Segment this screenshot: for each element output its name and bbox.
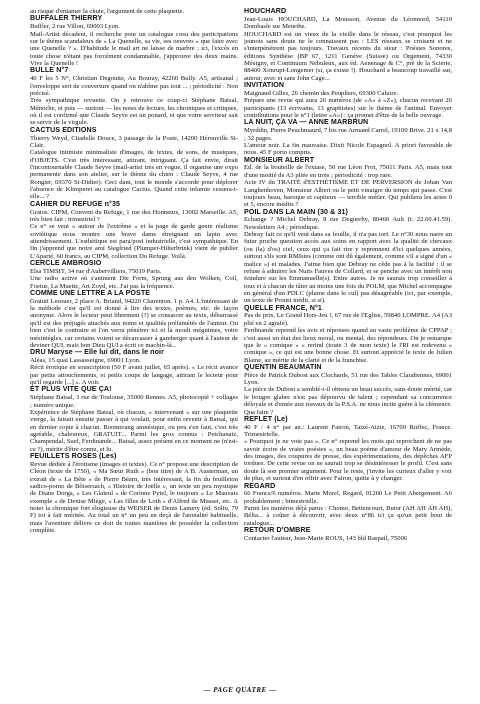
entry-text: 40 F / 4 n° par an.: Laurent Fairon, Taizé-Aizie, 16700 Ruffec, France. Trimestrielle. « Pourquoi je ne vote pas ». Ce n° reprend les mots qui reprochent de ne pas savoir écrire de vraies poésies », un beau poème d'amour de Mary Armède, des images, des coupures de presse, des expérimentations, des dépêches AFP tordues. De cette revue on ne saurait trop se désintéresser le profil. C'est sans doute là son premier argument. Pour le reste, j'invite les curieux d'aller y voir de plus, et surtout d'en offrir avec Fairon, quitte à y changer. [244,423,452,483]
review-entry [244,416,452,483]
review-entry [30,453,238,534]
review-entry [30,260,238,290]
entry-title: FEUILLETS ROSES (Les) [30,452,117,461]
entry-title: CERCLE AMBROSIO [30,258,102,267]
review-entry [244,483,452,528]
entry-text: Gratuit Lesouer, 2 place A. Briand, 94220 Charenton. 1 p. A4. L'intéressant de la méthode c'est qu'il est donné à lire des textes, poèmes, etc. de façon anonyme. Alors le lecteur peut librement (?) se consacrer au texte, débarrassé qu'il est des préjugés attachés aux noms et qualités préfamétés de l'auteur. Ou bien c'est le contraire et l'on verra pénétrer ici et là moult mégnimes, votre mésintégles, car certains voient se décarcasser à gamberger quant à l'auteur de deviner QUI, mais bon Dieu QUI a écrit ce machin-là... [30,297,238,349]
review-entry [30,15,238,67]
entry-text: Aléas, 15 quai Lassasseigne, 69001 Lyon. Récit érotique en souscription (50 F avant juillet, 65 après). « Le récit avance par petits attouchements, et petits coups de langage, attirant le lecteur pour qu'il regarde [...] ». A voir. [30,357,238,387]
entry-text: 66 Francs/6 numéros. Marie Morel, Regard, 01260 Le Petit Abergement. A6 probablement ; bimestrielle. Parmi les numéros déjà parus : Chomo, Bettencourt, Butor (AH AH AH AH), Bélia... à coûter à découvrir, avec deux n°86 ici ça qu'un petit bout de catalogue... [244,490,452,527]
right-entries [244,8,452,542]
entry-text: Pièce de Patrick Dubost aux Clochards, 51 rue des Tables Claudiennes, 69001 Lyon. La pièce de Dubost a semblé-t-il obtenu un beau succès, sans doute mérité, car le bougre glabre n'est pas dépourvu de talent ; cependant sa concurrence déloyale et d'entée aux travaux de la P.S.A. ne nous incite guère à la clémence. Qua faire ? [244,371,452,416]
entry-title: HOUCHARD [244,8,287,15]
review-entry [30,290,238,349]
entry-title: CAHIER DU REFUGE n°35 [30,199,121,208]
entry-text: Myrddin, Pierre Peuchmaurd, 7 bis rue Armand Carrel, 19100 Brive. 21 x 14,8 ; 32 pages. L'amour noir. La fin mauvaise. Dixit Nicole Espagnol. A priori favorable de nous. 45 F porto compris. [244,127,452,157]
review-entry [30,127,238,201]
review-entry [30,349,238,386]
page-body [30,8,452,680]
entry-text: Pas de prix. Le Grand Hors-Jeu !, 67 rue de l'Eglise, 59840 LOMPRE. A4 (A3 plié en 2 agrafé). Ferdinande reprend les avis et réponses quand au vaste problème de CPPAP ; c'est aussi un état des lieux moral, ou mental, des répondeurs. On je remarque que le « comique » « rerind (toute 3 de mon texte) le l'RI est redevenu » comique », ce qui est une bonne chose. Et surtout apprécié le texte de Julien Blaine, au mérite de la clarté et de la franchise. [244,312,452,364]
review-entry [244,209,452,305]
page-footer: — PAGE QUATRE — [203,686,277,694]
review-entry [244,305,452,364]
entry-title: INVITATION [244,81,285,89]
review-entry [244,8,452,82]
entry-title: COMME UNE LETTRE A LA POSTE [30,288,151,297]
review-entry [30,201,238,260]
entry-title: BULLE N°7 [30,66,69,75]
entry-title: REFLET (Le) [244,414,288,423]
entry-text: Maignaud Gilles, 26 chemin des Peupliers, 69300 Caluire. Prépare une revue qui aura 26 numéros (de «A» à «Z»), chacun recevant 26 participants (13 écrivains, 13 graphistes) sur le thème de l'animal. Envoyer contributions pour le n°1 (lettre «A») : ça promet d'être de la belle ouvrage. [244,89,452,119]
review-entry [244,119,452,156]
entry-text: Echange ? Michel Debray, 8 rue Deguerhy, 80460 Ault (t. 22.60.41.59). Newsletters A4 ; périodique. Debray fait ce qu'il veut dans sa feuille, il n'a pas tort. Le n°30 nous narre un futur proche question accès aux soins en rapport avec la qualité de chevaux (ou (la) d'os) ciel, ceux qui ça fait rire y reprennent d'ici quelques années, surtout s'ils sont RMIstes (comme ont dû également, comme s'il a signé d'un « malice ») et malades. J'aime bien que Debray ne cède pas à la facilité : il se refuse à admirer les Nuits Fauves de Collard, et se penche avec un intérêt non feindure sur les Emmanuelle(s). Entre autres. Je ne saurais trop conseiller à tous et à chacun de tâter au moins une fois du POLM, que Michel accompagne en général d'un PDLC (plume dans le cul) pas désagréable (ici, par exemple, un texte de Proust inédit, si si). [244,216,452,305]
entry-title: LA NUIT, ÇA VA — ANNE MARBRUN [244,118,369,127]
left-column [30,8,238,680]
entry-title: BUFFALER THIERRY [30,14,103,23]
review-entry [30,386,238,453]
entry-text: Thierry Weyd, Citadelle Douce, 3 passage de la Poste, 14200 Hérouville St-Clair. Catalogue intimiste minimaliste d'images, de textes, de sons, de musiques, d'OBJETS. C'est très intéressant, attirant, intriguant. Ça fait envie, dirait l'incontournable Claude Seyve (mail-artist très en vogue, il organise une expo permanente dans son atelier, sur le thème du chien : Claude Seyve, 4 rue Rongier, 69370 St-Didier). Ceci dant, tout le monde s'accorde pour déplorer l'absence de Klimperei au catalogue Cactus. Quand cette infamie cessera-t-elle... ? [30,134,238,201]
entry-text: Ed. de la bouteille de l'extase, 50 rue Léon Frot, 75011 Paris. A5, mais tout d'une moitié de A3 pliée en trois ; périodicité : trop rare. Acte IV du TRAITÉ d'ESTHÉTISME ET DE PERVERSION de Johan Van Langhenhoven, Monsieur Albert ou le petit vinaigre du temps qui passe. C'est toujours beau, baroque et captieux — terrible métier. Qui publiera les actes 0 et 5, encore inédits ? [244,164,452,209]
entry-title: ET PLUS VITE QUE ÇA! [30,385,112,394]
entry-text: Buffler, 2 rue Villon, 69003 Lyon. Mail-Artist décadent, il recherche pour un catalogue cosu des participations sur le thème scandaleux de « La Quenelle, sa vie, ses oeuvres » que faire avec une Quenelle ? ». D'habitude le mail art ne laisse de marbre ; ici, l'excès en toute chose n'étant pas forcément condamnable, j'approuve des deux mains. Vive la Quenelle ! [30,23,238,67]
entry-text: Jean-Louis HOUCHARD, La Mousson, Avenue du Léonnord, 54110 Dombasle sur Meurthe. HOUCHARD est un vieux de la vieille dans le réseau, c'est pourquoi les jeunots sans doute ne le connaissent pas : LES réseaux se croisent et ne s'interpénètrent pas toujours. Travaux récents du sieur : Poésies Sonores, éditions Synthèse (BP 67, 1211 Genève (Suisse) ou Orgement, 74330 Mésigny, et Continuum Nébuleux, aux éd. Aenenage & C°, prè de la Scierie, 88400 Xonrupt-Longemer (si, ça existe !). Houchard a beaucoup travaillé sur, autour, avec et sans John Cage... [244,15,452,82]
entry-title: REGARD [244,481,276,490]
intro-text: au risque d'entamer la chute, l'argument de cette plaquette. [30,8,185,15]
review-entry [244,364,452,416]
left-entries [30,15,238,534]
entry-title: CACTUS EDITIONS [30,125,97,134]
review-entry [30,67,238,126]
entry-title: DRU Maryse — Elle lui dit, dans le noir [30,348,164,357]
entry-title: MONSIEUR ALBERT [244,155,315,164]
entry-text: Revue dédiée à l'érotisme (images et textes). Ce n° propose une description de Cléon (texte de 1750), « Ma Sœur Ruth » (bon titre) de A B. Austerman, un extrait de « La Bête » de Pierre Béarn, très intéressant, la fin du feuilleton sadico-porno de Bôisersach, « Histoire de Joëlle », un texte un peu mystique de Diane Dorga, « Les Glaïeul » de Corinne Pytel, le toujours « Le Mauvais exemple » de Denise Miège, « Les filles de Loth » d'Alfred de Musset, etc. A noter la chronique fort élogieuse du WEISER de Denis Lamery (éd. Soliu, 79 F) toi à fait méritée. Au total un n° un peu en deçà de l'atonalité habituelle, mais l'aventure délivre ce doit de toutes manières de posséder la collection complète. [30,461,238,535]
entry-text: Gratos. CIPM, Couvent du Refuge, 1 rue des Honneurs, 13002 Marseille. A5, très bien fait ; trimestriel ? Ce n° se veut « autour de l'extrême » et la page de garde genre réalisme soviétique nous montre une brave dame étreignant un lapin avec attendrissement. L'esthétique est para/post industrielle, c'est sympathique. En fin j'apprend que notre ami Siegfried (Plumper-Hilterbrink) vient de publier L'Aparté, 60 francs, au CIPM, collection Du Refuge. Voilà. [30,208,238,260]
entry-text: Contacter l'auteur, Jean-Marie ROUS, 143 bld Raspail, 75006 [244,535,408,543]
entry-title: QUELLE FRANCE, N°1 [244,303,322,312]
review-entry [244,157,452,209]
review-entry [244,82,452,119]
entry-title: POIL DANS LA MAIN (30 & 31) [244,207,348,216]
review-entry [244,527,452,542]
entry-text: Elsa TIMSIT, 34 rue d'Aubervilliers, 75019 Paris. Une radio active où s'animent Die Form, Sprung aus den Wolken, Coil, Foetus, La Muette, Art Zoyd, etc. J'ai pas la fréquence. [30,267,238,290]
entry-text: Stéphane Batsal, 3 rue de Toulouse, 35000 Rennes. A5, photocopié + collages ; numéro unique. Expérience de Stéphane Batsal, où chacun, « intervenant » sur une plaquette vierge, la faisait ensuite passer à qui voulait, pour enfin revenir à Batsal, qui en dernier copie à chacun. Boomerang amnésique, ou peu s'en faut, c'est très agréable, chaleureux, GRATUIT... Parmi les gros connus : Petchanatz, Champendal, Suel, Ferdinande... Batsal, assez présent en ce moment ne (n'est-ce ?), mérite d'être connu, et lu. [30,394,238,453]
entry-title: QUENTIN BEAUMATIN [244,362,322,371]
right-column [244,8,452,680]
entry-title: RETOUR D'OMBRE [244,526,311,535]
entry-text: 40 F les 5 N°, Christian Degoutte, Au Bouray, 42260 Bully. A5, artisanal ; l'enveloppe sert de couverture quand on n'abîme pas tout ... ; périodicité : Non précisé. Très sympathique revuette. On y retrouve ce coup-ci Stéphane Batsal, Ménoche, et puis — surtout — les notes de lecture, les chroniques et critiques, où il est confirmé que Claude Seyve est un ponard, et que votre serviteur sait se servir de la virgule. [30,75,238,127]
